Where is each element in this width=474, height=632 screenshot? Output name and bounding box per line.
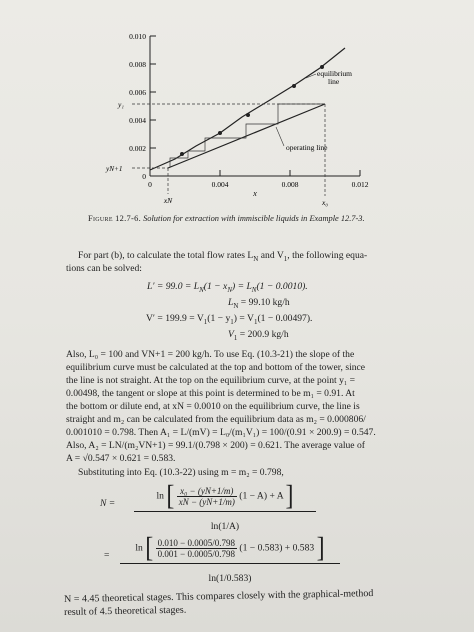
paragraph-line: the bottom or dilute end, at xN = 0.0010 on the equilibrium curve, the line is — [66, 401, 360, 412]
numeric-denominator: ln(1/0.583) — [208, 573, 252, 584]
equation-lprime: $L' = 99.0 = L_N(1 - x_N) = L_N(1 - 0.0010)$. — [147, 281, 308, 294]
n-lhs: N = — [100, 498, 116, 509]
y-tick-label: 0.010 — [129, 32, 146, 41]
x-tick-label: 0 — [148, 180, 152, 189]
x-tick-label: 0.004 — [211, 180, 229, 189]
paragraph-line: Substituting into Eq. (10.3-22) using m = m₂ = 0.798, — [78, 467, 284, 478]
operating-label: operating line — [286, 143, 328, 152]
paragraph-line: equilibrium curve must be calculated at the top and bottom of the tower, since — [66, 362, 366, 373]
x-tick-label: 0.012 — [351, 180, 369, 189]
equilibrium-point — [246, 113, 250, 117]
result-line: N = 4.45 theoretical stages. This compares closely with the graphical-method — [64, 588, 374, 605]
equilibrium-label: line — [328, 77, 340, 86]
formula-numeric — [100, 532, 340, 584]
y1-label: y₁ — [118, 100, 124, 109]
paragraph-line: straight and m₂ can be calculated from the equilibrium data as m₂ = 0.000806/ — [66, 414, 366, 425]
caption-text: Solution for extraction with immiscible liquids in Example 12.7-3. — [143, 214, 365, 223]
fraction-numerator: 0.010 − 0.0005/0.798 — [157, 538, 235, 548]
y-tick-label: 0.006 — [129, 88, 146, 97]
fraction-denominator: 0.001 − 0.0005/0.798 — [157, 549, 235, 559]
equation-ln: $L_N = 99.10$ kg/h — [228, 297, 290, 310]
numeric-numerator: ln [ $\frac{0.010 - 0.0005/0.798}{0.001 - 0.0005/0.798}$ (1 − 0.583) + 0.583 ] — [120, 535, 340, 564]
formula-general — [100, 480, 320, 532]
paragraph-line: A = √0.547 × 0.621 = 0.583. — [66, 453, 176, 464]
equilibrium-point — [218, 131, 222, 135]
paragraph-line: Also, A₂ = LN/(m₂VN+1) = 99.1/(0.798 × 200) = 0.621. The average value of — [66, 440, 365, 451]
xN-label: xN — [163, 196, 173, 205]
operating-callout — [276, 127, 284, 146]
equilibrium-point — [180, 152, 184, 156]
paragraph-line: 0.00498, the tangent or slope at this point is determined to be m₁ = 0.91. At — [66, 388, 355, 399]
equation-vprime: $V' = 199.9 = V_1(1 - y_1) = V_1(1 - 0.00497)$. — [146, 313, 313, 326]
caption-lead: Figure 12.7-6. — [88, 214, 142, 223]
equilibrium-point — [292, 84, 296, 88]
main-denominator: ln(1/A) — [210, 521, 240, 532]
fraction-denominator: xN − (yN+1/m) — [178, 497, 235, 507]
x-axis-label: x — [253, 189, 257, 198]
fraction-numerator: x₀ − (yN+1/m) — [177, 486, 237, 497]
y-tick-label: 0.004 — [129, 116, 146, 125]
extraction-figure — [70, 0, 380, 210]
paragraph-line: 0.001010 = 0.798. Then A₁ = L/(mV) = L₀/(m₁V₁) = 100/(0.91 × 200.9) = 0.547. — [66, 427, 376, 438]
paragraph-line: For part (b), to calculate the total flow rates $L_N$ and $V_1$, the following equa- — [78, 250, 368, 263]
equilibrium-label: equilibrium — [317, 69, 352, 78]
main-numerator: ln [ $\frac{\text{x₀ − (yN+1/m)}}{xN - (yN+1/m)}$ (1 − A) + A ] — [134, 483, 316, 512]
figure-caption — [88, 214, 448, 223]
paragraph-line: Also, L₀ = 100 and VN+1 = 200 kg/h. To use Eq. (10.3-21) the slope of the — [66, 349, 355, 360]
y-tick-label: 0 — [142, 172, 146, 181]
equals-sign: = — [104, 550, 110, 561]
x-tick-label: 0.008 — [281, 180, 299, 189]
yN1-label: yN+1 — [106, 165, 123, 173]
y-tick-label: 0.008 — [129, 60, 146, 69]
paragraph-line: the line is not straight. At the top on the equilibrium curve, at the point y₁ = — [66, 375, 356, 386]
y-tick-label: 0.002 — [129, 144, 146, 153]
paragraph-line: tions can be solved: — [66, 263, 142, 274]
result-line: result of 4.5 theoretical stages. — [64, 604, 187, 618]
x0-label: x₀ — [322, 198, 328, 207]
equation-v1: $V_1 = 200.9$ kg/h — [228, 329, 289, 342]
